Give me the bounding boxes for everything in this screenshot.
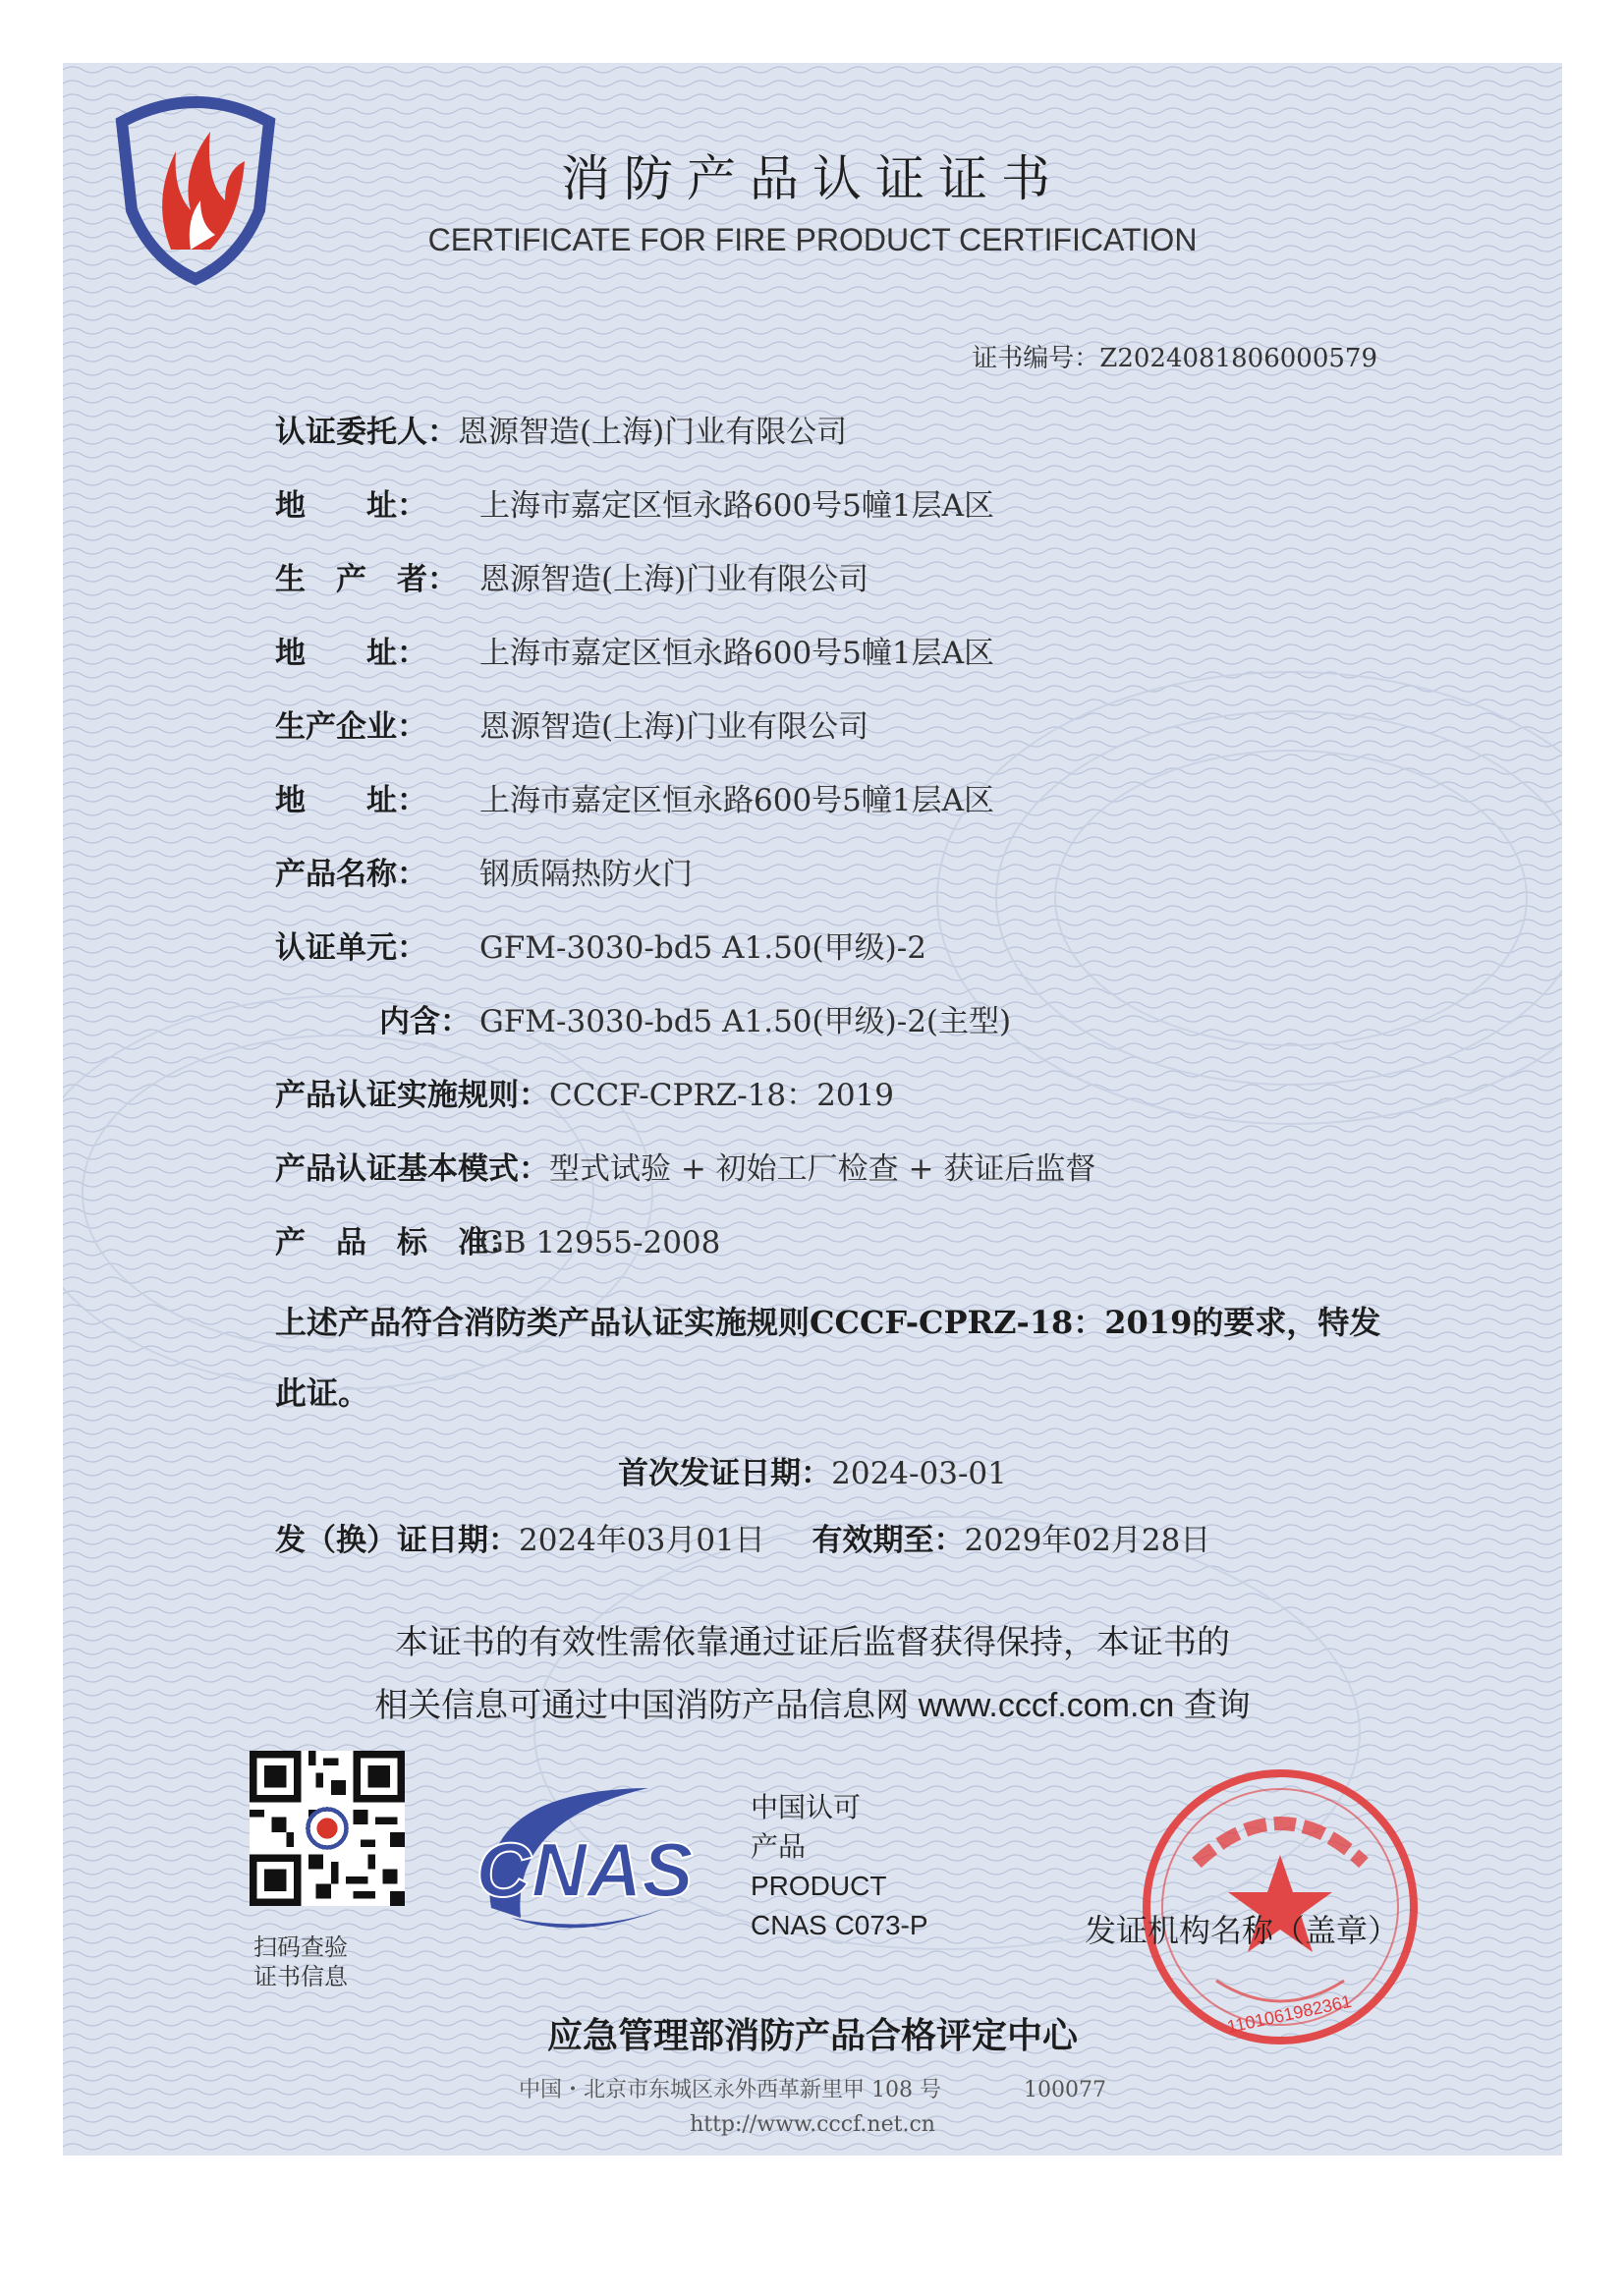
field-label: 地 址： bbox=[275, 783, 427, 818]
field-factory-address bbox=[275, 781, 994, 820]
compliance-statement: 上述产品符合消防类产品认证实施规则CCCF-CPRZ-18：2019的要求，特发此证。 bbox=[275, 1304, 1381, 1412]
field-cert-unit bbox=[275, 928, 926, 968]
qr-caption bbox=[253, 1932, 348, 1991]
certificate-title: 消防产品认证证书 bbox=[561, 150, 1064, 207]
cnas-logo-text: CNAS bbox=[476, 1826, 694, 1913]
field-value: 恩源智造(上海)门业有限公司 bbox=[479, 562, 869, 597]
cnas-logo-icon bbox=[452, 1770, 717, 1947]
certificate-number-label: 证书编号： bbox=[972, 344, 1100, 373]
field-value: 上海市嘉定区恒永路600号5幢1层A区 bbox=[479, 636, 995, 671]
field-value: 恩源智造(上海)门业有限公司 bbox=[458, 415, 848, 450]
first-issue-date bbox=[63, 1448, 1562, 1492]
qr-code-icon[interactable] bbox=[250, 1751, 405, 1906]
field-mode bbox=[275, 1149, 1095, 1189]
field-value: 恩源智造(上海)门业有限公司 bbox=[479, 709, 869, 745]
footer-address: 中国・北京市东城区永外西革新里甲 108 号 bbox=[519, 2078, 941, 2102]
field-value: GB 12955-2008 bbox=[479, 1225, 721, 1260]
field-label: 生 产 者： bbox=[275, 562, 458, 597]
certificate-number bbox=[972, 338, 1377, 374]
field-standard bbox=[275, 1223, 720, 1262]
field-label: 认证单元： bbox=[275, 930, 427, 966]
valid-until-value: 2029年02月28日 bbox=[964, 1523, 1211, 1558]
seal-label: 发证机构名称（盖章） bbox=[1085, 1912, 1400, 1949]
field-label: 认证委托人： bbox=[275, 415, 458, 450]
field-value: GFM-3030-bd5 A1.50(甲级)-2(主型) bbox=[479, 1004, 1012, 1039]
field-rules bbox=[275, 1076, 894, 1115]
field-applicant-address bbox=[275, 486, 994, 526]
issue-date-value: 2024年03月01日 bbox=[519, 1523, 765, 1558]
notice-line-1: 本证书的有效性需依靠通过证后监督获得保持，本证书的 bbox=[395, 1624, 1230, 1661]
field-includes bbox=[379, 1002, 1011, 1041]
field-value: CCCF-CPRZ-18：2019 bbox=[549, 1078, 895, 1113]
certificate-number-value: Z2024081806000579 bbox=[1099, 344, 1377, 373]
field-label: 地 址： bbox=[275, 636, 427, 671]
first-issue-date-label: 首次发证日期： bbox=[618, 1456, 832, 1491]
field-label: 产 品 标 准： bbox=[275, 1225, 519, 1260]
cnas-line-4: CNAS C073-P bbox=[751, 1910, 928, 1940]
footer-address-row bbox=[63, 2073, 1562, 2103]
cnas-accreditation-text bbox=[751, 1788, 928, 1945]
cnas-line-2: 产品 bbox=[751, 1831, 807, 1862]
field-label: 产品名称： bbox=[275, 857, 427, 892]
valid-until-label: 有效期至： bbox=[812, 1523, 965, 1558]
field-label: 产品认证基本模式： bbox=[275, 1151, 549, 1187]
certificate-sheet bbox=[63, 63, 1562, 2156]
field-factory bbox=[275, 707, 868, 747]
cnas-line-1: 中国认可 bbox=[751, 1792, 862, 1822]
field-label: 地 址： bbox=[275, 488, 427, 524]
field-label: 产品认证实施规则： bbox=[275, 1078, 549, 1113]
field-value: 钢质隔热防火门 bbox=[479, 857, 693, 892]
field-applicant bbox=[275, 413, 847, 452]
issue-date-label: 发（换）证日期： bbox=[275, 1523, 519, 1558]
field-label: 生产企业： bbox=[275, 709, 427, 745]
field-manufacturer-address bbox=[275, 634, 994, 673]
cnas-line-3: PRODUCT bbox=[751, 1871, 887, 1901]
field-value: 型式试验 + 初始工厂检查 + 获证后监督 bbox=[549, 1151, 1096, 1187]
certificate-title-english: CERTIFICATE FOR FIRE PRODUCT CERTIFICATION bbox=[427, 222, 1198, 257]
first-issue-date-value: 2024-03-01 bbox=[831, 1456, 1007, 1491]
qr-caption-line-2: 证书信息 bbox=[253, 1963, 348, 1990]
seal-number: 1101061982361 bbox=[1225, 1990, 1354, 2038]
field-value: GFM-3030-bd5 A1.50(甲级)-2 bbox=[479, 930, 926, 966]
issue-and-validity-dates bbox=[275, 1521, 1210, 1560]
field-manufacturer bbox=[275, 560, 868, 599]
qr-caption-line-1: 扫码查验 bbox=[253, 1933, 348, 1961]
notice-line-2: 相关信息可通过中国消防产品信息网 www.cccf.com.cn 查询 bbox=[374, 1687, 1251, 1724]
issuing-authority: 应急管理部消防产品合格评定中心 bbox=[546, 2015, 1078, 2056]
footer-url[interactable]: http://www.cccf.net.cn bbox=[690, 2112, 935, 2137]
field-value: 上海市嘉定区恒永路600号5幢1层A区 bbox=[479, 488, 995, 524]
field-label: 内含： bbox=[379, 1004, 471, 1039]
field-product-name bbox=[275, 855, 693, 894]
field-value: 上海市嘉定区恒永路600号5幢1层A区 bbox=[479, 783, 995, 818]
footer-postcode: 100077 bbox=[1024, 2078, 1106, 2102]
